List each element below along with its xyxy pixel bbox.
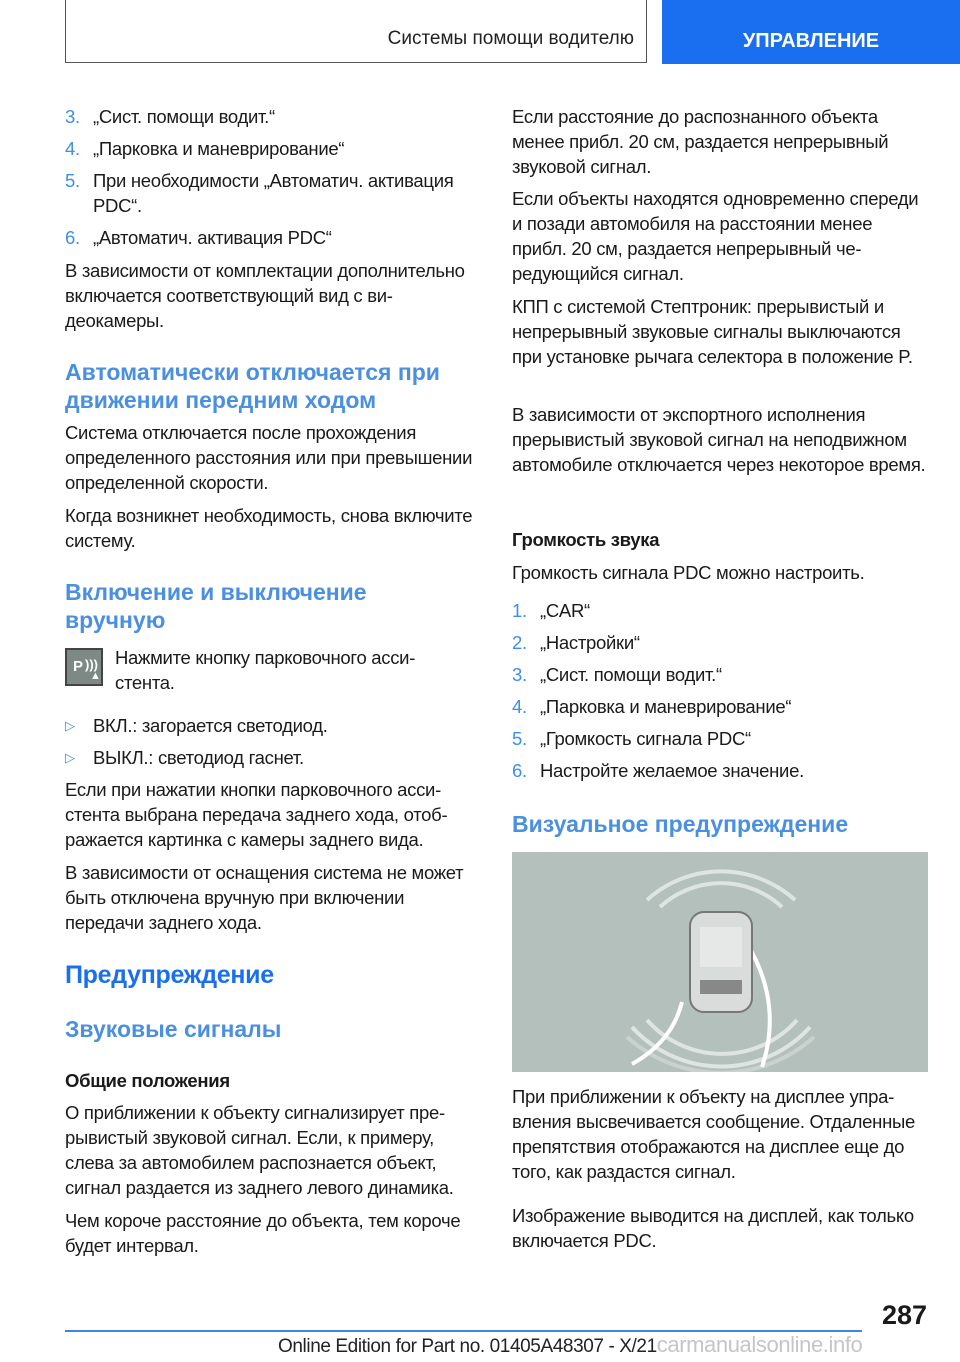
list-item <box>512 662 930 687</box>
paragraph: О приближении к объекту сигнализирует прерывистый звуковой сигнал. Если, к примеру, слева за автомобилем распознается объект, сигнал раздается из заднего левого динамика. <box>65 1102 454 1198</box>
step-number: 5. <box>65 170 80 191</box>
heading-sound-signals: Звуковые сигналы <box>65 1016 282 1042</box>
watermark: carmanualsonline.info <box>656 1332 863 1357</box>
paragraph: Если расстояние до распознанного объекта менее прибл. 20 см, раздается непрерывный звуковой сигнал. <box>512 106 889 177</box>
volume-steps-list <box>512 598 930 783</box>
heading-general: Общие положения <box>65 1070 230 1091</box>
list-item <box>512 598 930 623</box>
paragraph: В зависимости от оснащения система не может быть отключена вручную при включении передачи заднего хода. <box>65 862 464 933</box>
step-text: „Парковка и маневрирование“ <box>93 138 345 159</box>
step-number: 6. <box>65 227 80 248</box>
heading-volume: Громкость звука <box>512 529 660 550</box>
step-text: При необходимости „Автоматич. активация PDC“. <box>93 170 454 216</box>
paragraph: КПП с системой Стептроник: прерывистый и непрерывный звуковые сигналы выключаются при установке рычага селектора в положение P. <box>512 296 913 367</box>
chapter-tab-label: УПРАВЛЕНИЕ <box>742 29 880 52</box>
paragraph: Когда возникнет необходимость, снова включите систему. <box>65 505 473 551</box>
step-number: 3. <box>512 664 527 685</box>
signal-waves-icon: ))) <box>85 657 98 672</box>
heading-visual-warning: Визуальное предупреждение <box>512 811 849 837</box>
bullet-triangle-icon: ▷ <box>65 718 75 733</box>
edition-text: Online Edition for Part no. 01405A48307 - X/21 <box>278 1336 657 1357</box>
chapter-tab[interactable] <box>662 0 960 64</box>
footer-edition <box>278 1332 862 1358</box>
list-item <box>65 136 483 161</box>
list-item <box>65 225 483 250</box>
step-text: „Парковка и маневрирование“ <box>540 696 792 717</box>
step-number: 6. <box>512 760 527 781</box>
section-title: Системы помощи водителю <box>387 28 634 49</box>
paragraph: Система отключается после прохождения определенного расстояния или при превышении определенной скорости. <box>65 422 473 493</box>
bullet-list <box>65 713 483 770</box>
step-text: Настройте желаемое значение. <box>540 760 804 781</box>
button-instruction: Нажмите кнопку парковочного ассистента. <box>115 647 416 693</box>
list-item <box>65 745 483 770</box>
paragraph: Изображение выводится на дисплей, как только включается PDC. <box>512 1205 914 1251</box>
step-text: „Сист. помощи водит.“ <box>540 664 722 685</box>
step-number: 3. <box>65 106 80 127</box>
paragraph: При приближении к объекту на дисплее управления высвечивается сообщение. Отдаленные препятствия отображаются на дисплее еще до того, как раздастся сигнал. <box>512 1086 915 1182</box>
step-number: 4. <box>65 138 80 159</box>
step-text: „Громкость сигнала PDC“ <box>540 728 751 749</box>
page-number: 287 <box>881 1300 927 1330</box>
step-number: 1. <box>512 600 527 621</box>
triangle-icon: ▲ <box>90 670 101 682</box>
heading-warning: Предупреждение <box>65 961 274 989</box>
bullet-text: ВЫКЛ.: светодиод гаснет. <box>93 747 304 768</box>
steps-list <box>65 104 483 250</box>
paragraph: Громкость сигнала PDC можно настроить. <box>512 562 865 583</box>
list-item <box>65 168 483 218</box>
step-number: 4. <box>512 696 527 717</box>
list-item <box>512 726 930 751</box>
header-box <box>65 0 647 63</box>
step-text: „CAR“ <box>540 600 590 621</box>
paragraph: Если при нажатии кнопки парковочного ассистента выбрана передача заднего хода, отображается картинка с камеры заднего вида. <box>65 779 448 850</box>
bullet-triangle-icon: ▷ <box>65 750 75 765</box>
step-text: „Автоматич. активация PDC“ <box>93 227 332 248</box>
pdc-display-illustration <box>512 852 928 1072</box>
paragraph: Чем короче расстояние до объекта, тем короче будет интервал. <box>65 1210 461 1256</box>
list-item <box>512 758 930 783</box>
list-item <box>512 694 930 719</box>
list-item <box>512 630 930 655</box>
car-sensors-illustration <box>512 852 928 1072</box>
bullet-text: ВКЛ.: загорается светодиод. <box>93 715 328 736</box>
list-item <box>65 713 483 738</box>
step-text: „Настройки“ <box>540 632 640 653</box>
step-number: 2. <box>512 632 527 653</box>
paragraph: Если объекты находятся одновременно спереди и позади автомобиля на расстоянии менее прибл. 20 см, раздается непрерывный чередующийся сигнал. <box>512 188 919 284</box>
park-assist-button-icon <box>65 648 103 686</box>
list-item <box>65 104 483 129</box>
paragraph: В зависимости от комплектации дополнительно включается соответствующий вид с видеокамеры. <box>65 260 465 331</box>
heading-manual: Включение и выключение вручную <box>65 579 367 633</box>
step-number: 5. <box>512 728 527 749</box>
paragraph: В зависимости от экспортного исполнения прерывистый звуковой сигнал на неподвижном автомобиле отключается через некоторое время. <box>512 404 926 475</box>
step-text: „Сист. помощи водит.“ <box>93 106 275 127</box>
park-assist-button-label: P <box>73 658 84 675</box>
heading-auto-off: Автоматически отключается при движении передним ходом <box>65 359 440 413</box>
